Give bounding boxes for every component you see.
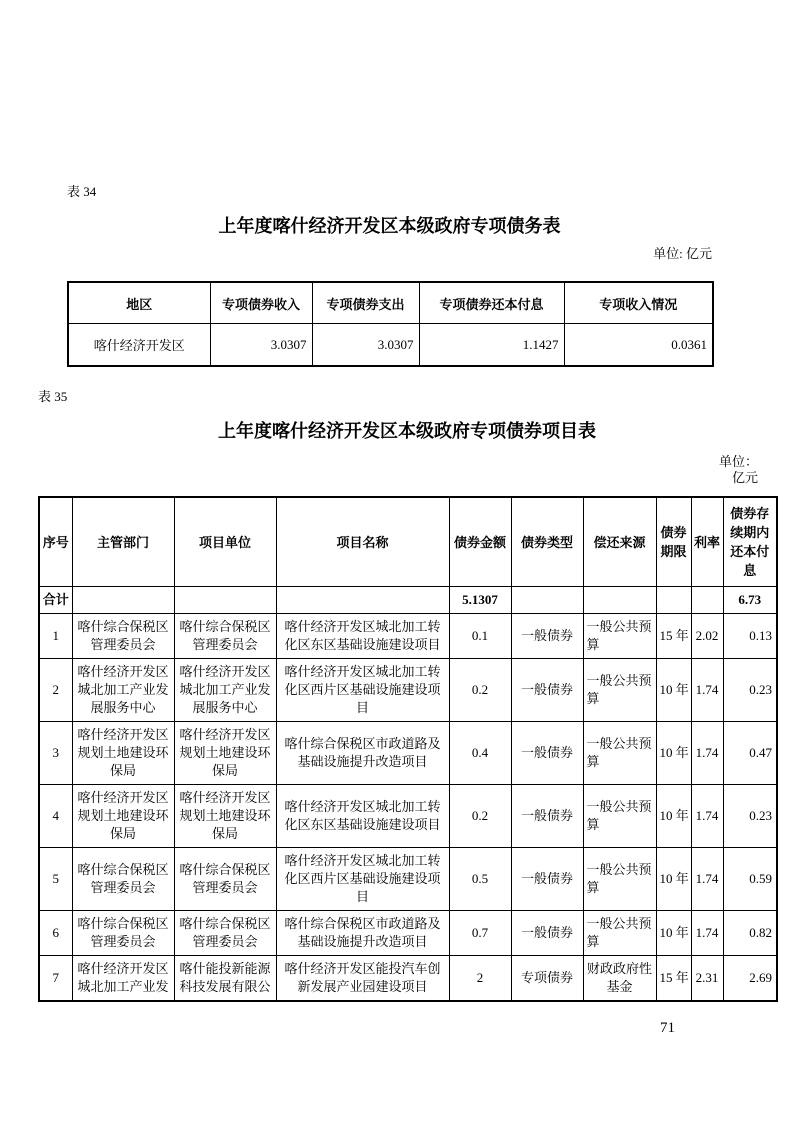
cell-project-name: 喀什经济开发区城北加工转化区西片区基础设施建设项目 (276, 659, 449, 722)
cell-repay-source: 一般公共预算 (583, 848, 656, 911)
cell-bond-type: 专项债券 (511, 956, 583, 1002)
cell-bond-income: 3.0307 (210, 324, 312, 367)
cell-term: 10 年 (656, 848, 691, 911)
cell-empty (656, 587, 691, 614)
table34-title: 上年度喀什经济开发区本级政府专项债务表 (218, 216, 561, 236)
header-dept: 主管部门 (72, 497, 174, 587)
cell-no: 6 (39, 911, 72, 956)
cell-project-name: 喀什经济开发区城北加工转化区西片区基础设施建设项目 (276, 848, 449, 911)
cell-repay-source: 财政政府性基金 (583, 956, 656, 1002)
header-bond-type: 债券类型 (511, 497, 583, 587)
table35-total-row (39, 587, 777, 614)
cell-debt-service: 0.82 (723, 911, 777, 956)
cell-repay-source: 一般公共预算 (583, 659, 656, 722)
table34-section (67, 183, 712, 367)
table35 (38, 496, 778, 1002)
cell-debt-service: 0.13 (723, 614, 777, 659)
cell-project-unit: 喀什综合保税区管理委员会 (174, 911, 276, 956)
table34-data-row (68, 324, 713, 367)
cell-bond-amount: 0.1 (449, 614, 511, 659)
cell-term: 10 年 (656, 911, 691, 956)
cell-project-name: 喀什经济开发区城北加工转化区东区基础设施建设项目 (276, 785, 449, 848)
cell-term: 15 年 (656, 956, 691, 1002)
cell-rate: 1.74 (691, 659, 723, 722)
table35-header-row (39, 497, 777, 587)
cell-rate: 2.31 (691, 956, 723, 1002)
cell-project-name: 喀什综合保税区市政道路及基础设施提升改造项目 (276, 911, 449, 956)
cell-bond-type: 一般债券 (511, 911, 583, 956)
header-region: 地区 (68, 282, 210, 324)
cell-rate: 1.74 (691, 848, 723, 911)
table35-section (38, 388, 776, 1002)
cell-empty (583, 587, 656, 614)
cell-total-debt-service: 6.73 (723, 587, 777, 614)
cell-region: 喀什经济开发区 (68, 324, 210, 367)
cell-project-name: 喀什经济开发区能投汽车创新发展产业园建设项目 (276, 956, 449, 1002)
header-special-income: 专项收入情况 (564, 282, 713, 324)
cell-bond-amount: 0.7 (449, 911, 511, 956)
header-no: 序号 (39, 497, 72, 587)
cell-project-name: 喀什综合保税区市政道路及基础设施提升改造项目 (276, 722, 449, 785)
table34 (67, 281, 714, 367)
cell-special-income: 0.0361 (564, 324, 713, 367)
cell-empty (72, 587, 174, 614)
cell-project-unit: 喀什经济开发区规划土地建设环保局 (174, 785, 276, 848)
page-number: 71 (660, 1020, 675, 1036)
cell-rate: 1.74 (691, 785, 723, 848)
cell-dept: 喀什综合保税区管理委员会 (72, 911, 174, 956)
cell-bond-type: 一般债券 (511, 659, 583, 722)
table-row (39, 848, 777, 911)
table-row (39, 785, 777, 848)
cell-project-name: 喀什经济开发区城北加工转化区东区基础设施建设项目 (276, 614, 449, 659)
cell-debt-service: 0.23 (723, 659, 777, 722)
table35-unit (38, 454, 776, 486)
cell-project-unit: 喀什综合保税区管理委员会 (174, 848, 276, 911)
header-bond-amount: 债券金额 (449, 497, 511, 587)
cell-rate: 2.02 (691, 614, 723, 659)
cell-no: 3 (39, 722, 72, 785)
cell-dept: 喀什经济开发区城北加工产业发 (72, 956, 174, 1002)
table35-label: 表 35 (38, 389, 68, 404)
cell-empty (174, 587, 276, 614)
cell-debt-service: 1.1427 (419, 324, 564, 367)
header-project-name: 项目名称 (276, 497, 449, 587)
cell-bond-type: 一般债券 (511, 848, 583, 911)
table35-unit-line2: 亿元 (731, 470, 758, 485)
cell-repay-source: 一般公共预算 (583, 614, 656, 659)
cell-bond-type: 一般债券 (511, 785, 583, 848)
table35-title: 上年度喀什经济开发区本级政府专项债券项目表 (218, 421, 596, 441)
cell-dept: 喀什经济开发区规划土地建设环保局 (72, 785, 174, 848)
cell-repay-source: 一般公共预算 (583, 785, 656, 848)
cell-project-unit: 喀什能投新能源科技发展有限公 (174, 956, 276, 1002)
header-bond-expense: 专项债券支出 (312, 282, 419, 324)
cell-debt-service: 0.59 (723, 848, 777, 911)
cell-rate: 1.74 (691, 911, 723, 956)
table34-unit: 单位: 亿元 (653, 246, 712, 261)
cell-dept: 喀什经济开发区规划土地建设环保局 (72, 722, 174, 785)
header-project-unit: 项目单位 (174, 497, 276, 587)
header-bond-income: 专项债券收入 (210, 282, 312, 324)
cell-project-unit: 喀什综合保税区管理委员会 (174, 614, 276, 659)
header-debt-service: 债券存续期内还本付息 (723, 497, 777, 587)
cell-no: 5 (39, 848, 72, 911)
table-row (39, 659, 777, 722)
cell-debt-service: 0.47 (723, 722, 777, 785)
table-row (39, 722, 777, 785)
table-row (39, 911, 777, 956)
header-term: 债券期限 (656, 497, 691, 587)
cell-bond-amount: 0.2 (449, 785, 511, 848)
cell-bond-amount: 0.4 (449, 722, 511, 785)
cell-debt-service: 2.69 (723, 956, 777, 1002)
header-debt-service: 专项债券还本付息 (419, 282, 564, 324)
cell-term: 10 年 (656, 722, 691, 785)
cell-debt-service: 0.23 (723, 785, 777, 848)
table-row (39, 614, 777, 659)
cell-dept: 喀什综合保税区管理委员会 (72, 614, 174, 659)
cell-dept: 喀什经济开发区城北加工产业发展服务中心 (72, 659, 174, 722)
table34-label: 表 34 (67, 184, 97, 199)
cell-no: 7 (39, 956, 72, 1002)
cell-empty (511, 587, 583, 614)
cell-empty (691, 587, 723, 614)
cell-total-amount: 5.1307 (449, 587, 511, 614)
cell-bond-amount: 0.5 (449, 848, 511, 911)
cell-repay-source: 一般公共预算 (583, 911, 656, 956)
cell-bond-amount: 2 (449, 956, 511, 1002)
cell-term: 10 年 (656, 785, 691, 848)
cell-bond-expense: 3.0307 (312, 324, 419, 367)
table35-unit-line1: 单位： (718, 454, 758, 469)
cell-repay-source: 一般公共预算 (583, 722, 656, 785)
cell-bond-type: 一般债券 (511, 614, 583, 659)
cell-bond-amount: 0.2 (449, 659, 511, 722)
header-rate: 利率 (691, 497, 723, 587)
cell-empty (276, 587, 449, 614)
cell-project-unit: 喀什经济开发区城北加工产业发展服务中心 (174, 659, 276, 722)
cell-term: 10 年 (656, 659, 691, 722)
cell-no: 2 (39, 659, 72, 722)
cell-dept: 喀什综合保税区管理委员会 (72, 848, 174, 911)
header-repay-source: 偿还来源 (583, 497, 656, 587)
table34-header-row (68, 282, 713, 324)
cell-term: 15 年 (656, 614, 691, 659)
cell-no: 1 (39, 614, 72, 659)
table-row (39, 956, 777, 1002)
cell-rate: 1.74 (691, 722, 723, 785)
cell-bond-type: 一般债券 (511, 722, 583, 785)
cell-total-label: 合计 (39, 587, 72, 614)
cell-project-unit: 喀什经济开发区规划土地建设环保局 (174, 722, 276, 785)
cell-no: 4 (39, 785, 72, 848)
